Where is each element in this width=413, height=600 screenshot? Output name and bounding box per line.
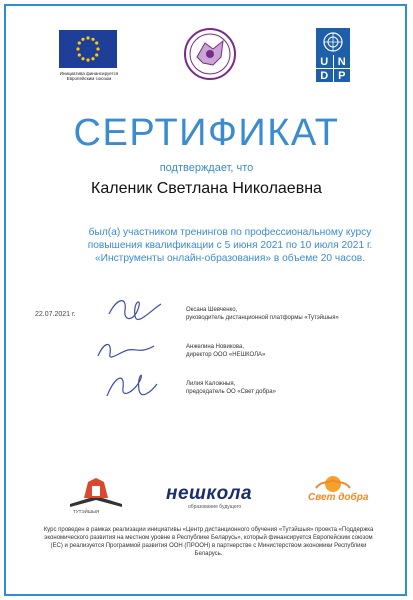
- signatory-name: Оксана Шевченко,: [186, 307, 238, 313]
- certificate-subtitle: подтверждает, что: [159, 162, 254, 174]
- footer-note: Курс проведен в рамках реализации инициативы «Центр дистанционного обучения «Тутэйшыя» проекта «Поддержка экономического развития на местном уровне в Республике Беларусь», который финансируется Европейским союзом (ЕС) и реализуется Программой развития ООН (ПРООН) в партнерстве с Министерством экономики Республики Беларусь.: [43, 527, 374, 557]
- certificate-title: СЕРТИФИКАТ: [73, 112, 340, 154]
- ministry-seal-logo: [183, 27, 237, 81]
- body-line: был(а) участником тренингов по профессиональному курсу: [88, 227, 372, 238]
- un-emblem-icon: [316, 28, 350, 55]
- signatory-role: председатель ОО «Свет добра»: [186, 389, 276, 395]
- undp-logo: [316, 28, 350, 82]
- signature-3-text: [186, 380, 276, 396]
- eu-caption: Инициатива финансируется Европейским союзом: [59, 71, 119, 81]
- undp-letter-u: U: [316, 55, 333, 68]
- signature-1-image: [105, 292, 165, 335]
- signatory-role: руководитель дистанционной платформы «Тутэйшыя»: [186, 315, 339, 321]
- signatory-name: Анжелина Новикова,: [186, 344, 244, 350]
- undp-letter-n: N: [334, 55, 351, 68]
- svet-dobra-logo: Свет добра: [308, 492, 369, 503]
- recipient-name: Каленик Светлана Николаевна: [91, 180, 322, 197]
- eu-flag-logo: [59, 30, 117, 68]
- certificate-body: [40, 226, 413, 265]
- tuteishyia-caption: ТУТЭЙШЫЯ: [73, 509, 100, 514]
- signature-1-text: [186, 306, 339, 322]
- neshkola-logo: нешкола: [166, 483, 253, 504]
- undp-letter-p: P: [334, 69, 351, 82]
- body-line: повышения квалификации с 5 июня 2021 по 10 июля 2021 г.: [87, 240, 373, 251]
- signatory-name: Лилия Каложныя,: [186, 381, 236, 387]
- signature-2-text: [186, 343, 265, 359]
- signatory-role: директор ООО «НЕШКОЛА»: [186, 352, 266, 358]
- neshkola-tagline: образование будущего: [188, 504, 242, 510]
- body-line: «Инструменты онлайн-образования» в объеме 20 часов.: [94, 253, 366, 264]
- signature-3-image: [101, 366, 161, 411]
- undp-letter-d: D: [316, 69, 333, 82]
- issue-date: 22.07.2021 г.: [35, 311, 76, 318]
